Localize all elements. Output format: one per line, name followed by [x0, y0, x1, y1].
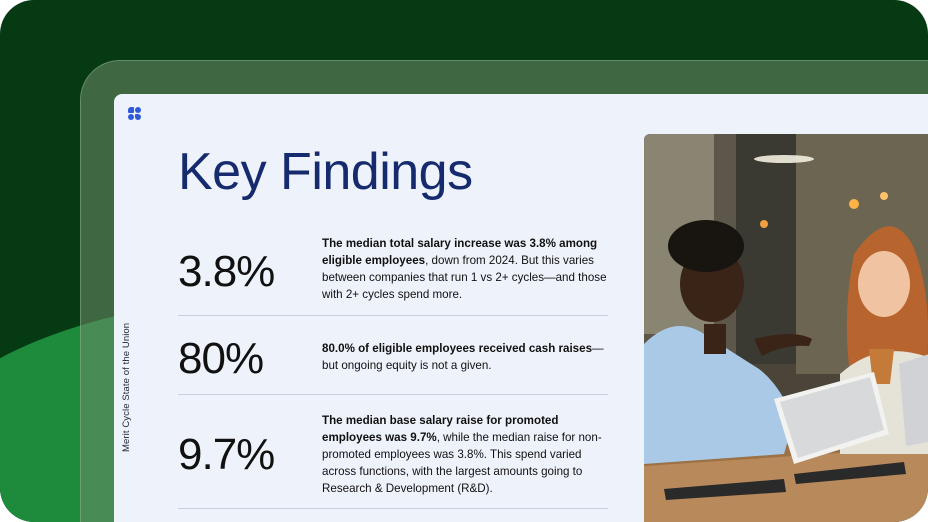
finding-row [178, 239, 608, 299]
page-title: Key Findings [178, 143, 473, 201]
finding-description [322, 412, 608, 497]
finding-highlight: The median total salary increase was 3.8% among eligible employees [322, 237, 598, 267]
finding-stat: 9.7% [178, 430, 275, 479]
finding-description [322, 340, 608, 374]
finding-detail: , while the median raise for non-promoted employees was 3.8%. This spend varied across functions, with the largest amounts going to Research & Development (R&D). [322, 431, 602, 495]
coworkers-photo-illustration [644, 134, 928, 522]
office-photo [644, 134, 928, 522]
finding-highlight: 80.0% of eligible employees received cash raises [322, 342, 593, 355]
finding-detail: , down from 2024. But this varies between companies that run 1 vs 2+ cycles—and those with 2+ cycles spend more. [322, 254, 607, 301]
finding-stat: 80% [178, 334, 264, 383]
finding-description [322, 235, 608, 303]
section-divider [178, 315, 608, 316]
brand-logo-icon [128, 107, 142, 121]
finding-detail: —but ongoing equity is not a given. [322, 342, 604, 372]
finding-stat: 3.8% [178, 247, 275, 296]
finding-row [178, 334, 608, 384]
finding-highlight: The median base salary raise for promoted employees was 9.7% [322, 414, 559, 444]
side-document-label: Merit Cycle State of the Union [121, 322, 132, 452]
finding-row [178, 412, 608, 502]
section-divider [178, 508, 608, 509]
section-divider [178, 394, 608, 395]
